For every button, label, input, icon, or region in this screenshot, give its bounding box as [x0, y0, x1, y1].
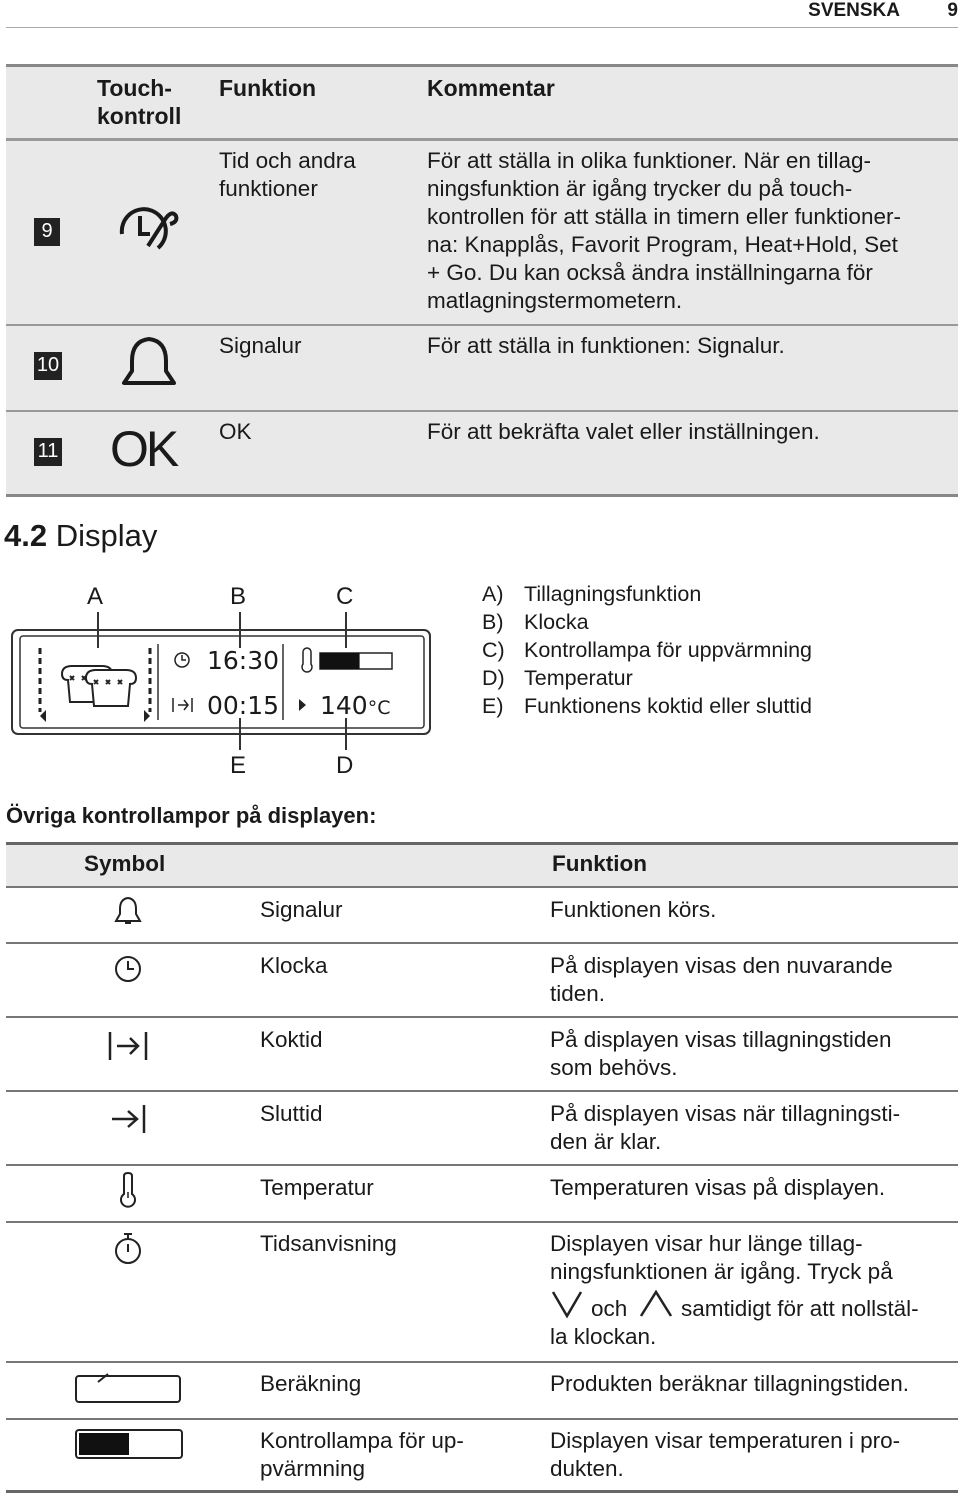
indicator-name: Tidsanvisning: [260, 1231, 397, 1256]
display-clock-time: 16:30: [207, 646, 280, 675]
indicator-desc: På displayen visas när tillagningsti- den är klar.: [550, 1101, 901, 1154]
legend-item: [482, 608, 812, 636]
indicator-name: Sluttid: [260, 1101, 323, 1126]
indicators-heading: Övriga kontrollampor på displayen:: [6, 803, 377, 828]
legend-key: C): [482, 638, 505, 662]
indicator-desc: Temperaturen visas på displayen.: [550, 1175, 886, 1200]
bell-icon: [114, 896, 142, 931]
indicator-desc-och: och: [591, 1296, 628, 1321]
col-header-comment: Kommentar: [427, 75, 555, 101]
indicator-desc-last: la klockan.: [550, 1324, 657, 1349]
section-number: 4.2: [4, 518, 48, 553]
indicator-desc-tail: samtidigt för att nollstäl-: [681, 1296, 919, 1321]
legend-key: A): [482, 582, 504, 606]
legend-key: B): [482, 610, 504, 634]
indicator-name: Temperatur: [260, 1175, 374, 1200]
row-function-9: Tid och andra funktioner: [219, 148, 356, 201]
indicator-desc: Displayen visar hur länge tillag- ningsfunktionen är igång. Tryck på: [550, 1231, 893, 1284]
col-header-function: Funktion: [219, 75, 317, 101]
row-rule: [6, 324, 958, 326]
row-rule: [6, 942, 958, 944]
legend-text: Temperatur: [524, 666, 633, 690]
chevron-down-icon: [550, 1290, 584, 1323]
indicator-desc: På displayen visas tillagningstiden som behövs.: [550, 1027, 892, 1080]
display-legend: [482, 580, 812, 720]
indicator-desc: Produkten beräknar tillagningstiden.: [550, 1371, 909, 1396]
indicator-name: Signalur: [260, 897, 343, 922]
callout-d: D: [336, 752, 354, 779]
row-rule: [6, 1016, 958, 1018]
indicators-bottom-rule: [6, 1490, 958, 1493]
row-rule: [6, 1221, 958, 1223]
row-rule: [6, 886, 958, 888]
legend-item: [482, 692, 812, 720]
row-comment-10: För att ställa in funktionen: Signalur.: [427, 333, 785, 358]
legend-text: Kontrollampa för uppvärmning: [524, 638, 813, 662]
legend-item: [482, 580, 812, 608]
col-header-symbol: Symbol: [84, 851, 166, 876]
heat-bar-fill: [320, 653, 360, 669]
chevron-up-icon: [638, 1290, 674, 1323]
heat-bar-icon: [74, 1428, 184, 1465]
indicator-name: Kontrollampa för up- pvärmning: [260, 1428, 464, 1481]
indicator-desc: Funktionen körs.: [550, 897, 717, 922]
indicator-name: Klocka: [260, 953, 328, 978]
display-panel: [10, 612, 435, 757]
section-name: Display: [55, 518, 158, 553]
col-header-indicator-function: Funktion: [552, 851, 647, 876]
indicator-desc: På displayen visas den nuvarande tiden.: [550, 953, 893, 1006]
table-top-rule: [6, 64, 958, 67]
indicator-name: Koktid: [260, 1027, 323, 1052]
col-header-touch: Touch- kontroll: [97, 75, 182, 129]
clock-icon: [113, 954, 143, 989]
legend-text: Funktionens koktid eller sluttid: [524, 694, 813, 718]
calculation-bar-icon: [74, 1372, 184, 1409]
row-rule: [6, 1418, 958, 1420]
legend-key: E): [482, 694, 504, 718]
header-rule: [6, 27, 958, 28]
header-language: SVENSKA: [808, 0, 900, 21]
cooking-time-icon: [107, 1030, 149, 1067]
legend-key: D): [482, 666, 505, 690]
callout-e: E: [230, 752, 247, 779]
row-rule: [6, 410, 958, 412]
row-number-10: 10: [34, 352, 62, 380]
row-rule: [6, 1361, 958, 1363]
row-number-9: 9: [34, 218, 60, 246]
bell-icon: [120, 335, 178, 394]
legend-text: Tillagningsfunktion: [524, 582, 702, 606]
callout-a: A: [87, 583, 104, 610]
callout-c: C: [336, 583, 354, 610]
display-temperature-unit: °C: [367, 697, 391, 719]
row-comment-11: För att bekräfta valet eller inställningen.: [427, 419, 820, 444]
callout-b: B: [230, 583, 247, 610]
display-duration-time: 00:15: [207, 691, 280, 720]
row-rule: [6, 1164, 958, 1166]
thermometer-icon: [116, 1172, 140, 1213]
indicator-name: Beräkning: [260, 1371, 362, 1396]
page-number: 9: [947, 0, 958, 21]
section-title: [4, 518, 157, 554]
row-function-10: Signalur: [219, 333, 302, 358]
display-temperature-value: 140: [320, 691, 368, 720]
ok-icon: OK: [110, 421, 177, 477]
row-rule: [6, 1090, 958, 1092]
end-time-icon: [108, 1103, 148, 1140]
display-temperature: [320, 691, 391, 720]
legend-item: [482, 636, 812, 664]
row-number-11: 11: [34, 438, 62, 466]
legend-text: Klocka: [524, 610, 589, 634]
stopwatch-icon: [113, 1232, 143, 1271]
legend-item: [482, 664, 812, 692]
indicator-desc: Displayen visar temperaturen i pro- dukten.: [550, 1428, 901, 1481]
time-function-icon: [118, 204, 180, 261]
row-comment-9: För att ställa in olika funktioner. När en tillag- ningsfunktion är igång trycker du på touch- kontrollen för att ställa in timern eller funktioner- na: Knapplås, Favorit Program, Heat+Hold, Set + Go. Du kan också ändra inställningarna för matlagningstermometern.: [427, 148, 901, 313]
row-function-11: OK: [219, 419, 252, 444]
indicators-top-rule: [6, 842, 958, 845]
table-bottom-rule: [6, 494, 958, 497]
table-header-rule: [6, 138, 958, 141]
